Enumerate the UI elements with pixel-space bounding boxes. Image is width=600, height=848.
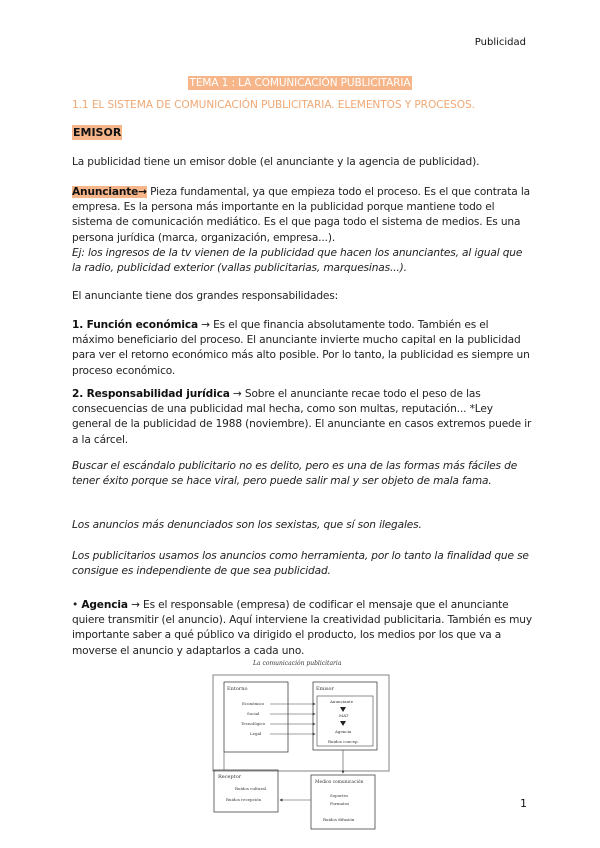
entorno-item: Social <box>247 711 260 716</box>
figure-caption: La comunicación publicitaria <box>253 660 342 667</box>
entorno-item: Tecnológico <box>241 721 266 726</box>
italic-note-3: Los publicitarios usamos los anuncios como herramienta, por lo tanto la finalidad que se consigue es independiente de que sea publicidad. <box>72 550 529 578</box>
medios-item: Ruidos difusión <box>323 817 355 822</box>
arrow-down-icon <box>340 721 346 726</box>
responsabilidades-intro: El anunciante tiene dos grandes responsabilidades: <box>72 290 339 302</box>
responsabilidad-label: 2. Responsabilidad jurídica <box>72 388 230 400</box>
italic-note-1: Buscar el escándalo publicitario no es delito, pero es una de las formas más fáciles de tener éxito porque se hace viral, pero puede salir mal y ser objeto de mala fama. <box>72 460 518 488</box>
page-title: TEMA 1 : LA COMUNICACIÓN PUBLICITARIA <box>189 77 411 89</box>
intro-paragraph: La publicidad tiene un emisor doble (el anunciante y la agencia de publicidad). <box>72 156 480 168</box>
agencia-label: Agencia <box>81 599 128 611</box>
receptor-title: Receptor <box>218 774 242 780</box>
agencia-text: → Es el responsable (empresa) de codificar el mensaje que el anunciante quiere transmitir (el anuncio). Aquí interviene la creatividad publicitaria. También es muy importante saber a qué público va dirigido el producto, los medios por los que va a moverse el anuncio y adaptarlos a cada uno. <box>72 599 532 657</box>
medios-title: Medios comunicación <box>315 780 364 785</box>
section-subtitle: 1.1 EL SISTEMA DE COMUNICACIÓN PUBLICITARIA. ELEMENTOS Y PROCESOS. <box>72 99 475 111</box>
emisor-heading: EMISOR <box>73 126 122 139</box>
anunciante-example: Ej: los ingresos de la tv vienen de la publicidad que hacen los anunciantes, al igual que la radio, publicidad exterior (vallas publicitarias, marquesinas...). <box>72 246 523 275</box>
emisor-title: Emisor <box>316 686 334 692</box>
emisor-item: Anunciante <box>330 699 354 704</box>
responsabilidad-paragraph <box>72 387 532 448</box>
italic-note-2: Los anuncios más denunciados son los sexistas, que sí son ilegales. <box>72 519 422 531</box>
bullet: • <box>72 599 82 611</box>
funcion-label: 1. Función económica <box>72 319 198 331</box>
communication-diagram <box>212 672 392 834</box>
medios-item: Formatos <box>330 801 350 806</box>
funcion-text: → Es el que financia absolutamente todo. También es el máximo beneficiario del proceso. El anunciante invierte mucho capital en la publicidad para ver el retorno económico más alto posible. Por lo tanto, la publicidad es siempre un proceso económico. <box>72 319 530 377</box>
arrow-down-icon <box>340 707 346 712</box>
medios-item: Soportes <box>330 793 349 798</box>
page-number: 1 <box>520 797 527 810</box>
anunciante-text: Pieza fundamental, ya que empieza todo el proceso. Es el que contrata la empresa. Es la persona más importante en la publicidad porque mantiene todo el sistema de comunicación mediático. Es el que paga todo el sistema de medios. Es una persona jurídica (marca, organización, empresa...). <box>72 186 530 244</box>
entorno-item: Económico <box>242 701 265 706</box>
agencia-paragraph <box>72 598 532 659</box>
entorno-box <box>224 682 288 752</box>
page-header: Publicidad <box>474 37 526 48</box>
emisor-item: MAT <box>339 713 349 718</box>
anunciante-paragraph <box>72 185 532 276</box>
receptor-item: Ruidos cultural <box>235 786 267 791</box>
emisor-item: Agencia <box>335 729 352 734</box>
responsabilidad-text: → Sobre el anunciante recae todo el peso de las consecuencias de una publicidad mal hecha, como son multas, reputación... *Ley general de la publicidad de 1988 (noviembre). El anunciante en casos extremos puede ir a la cárcel. <box>72 388 532 446</box>
funcion-paragraph <box>72 318 532 379</box>
anunciante-label: Anunciante→ <box>72 186 147 198</box>
entorno-item: Legal <box>250 731 262 736</box>
entorno-title: Entorno <box>227 686 248 692</box>
receptor-item: Ruidos recepción <box>226 797 262 802</box>
emisor-item: Ruidos concep. <box>328 739 359 744</box>
